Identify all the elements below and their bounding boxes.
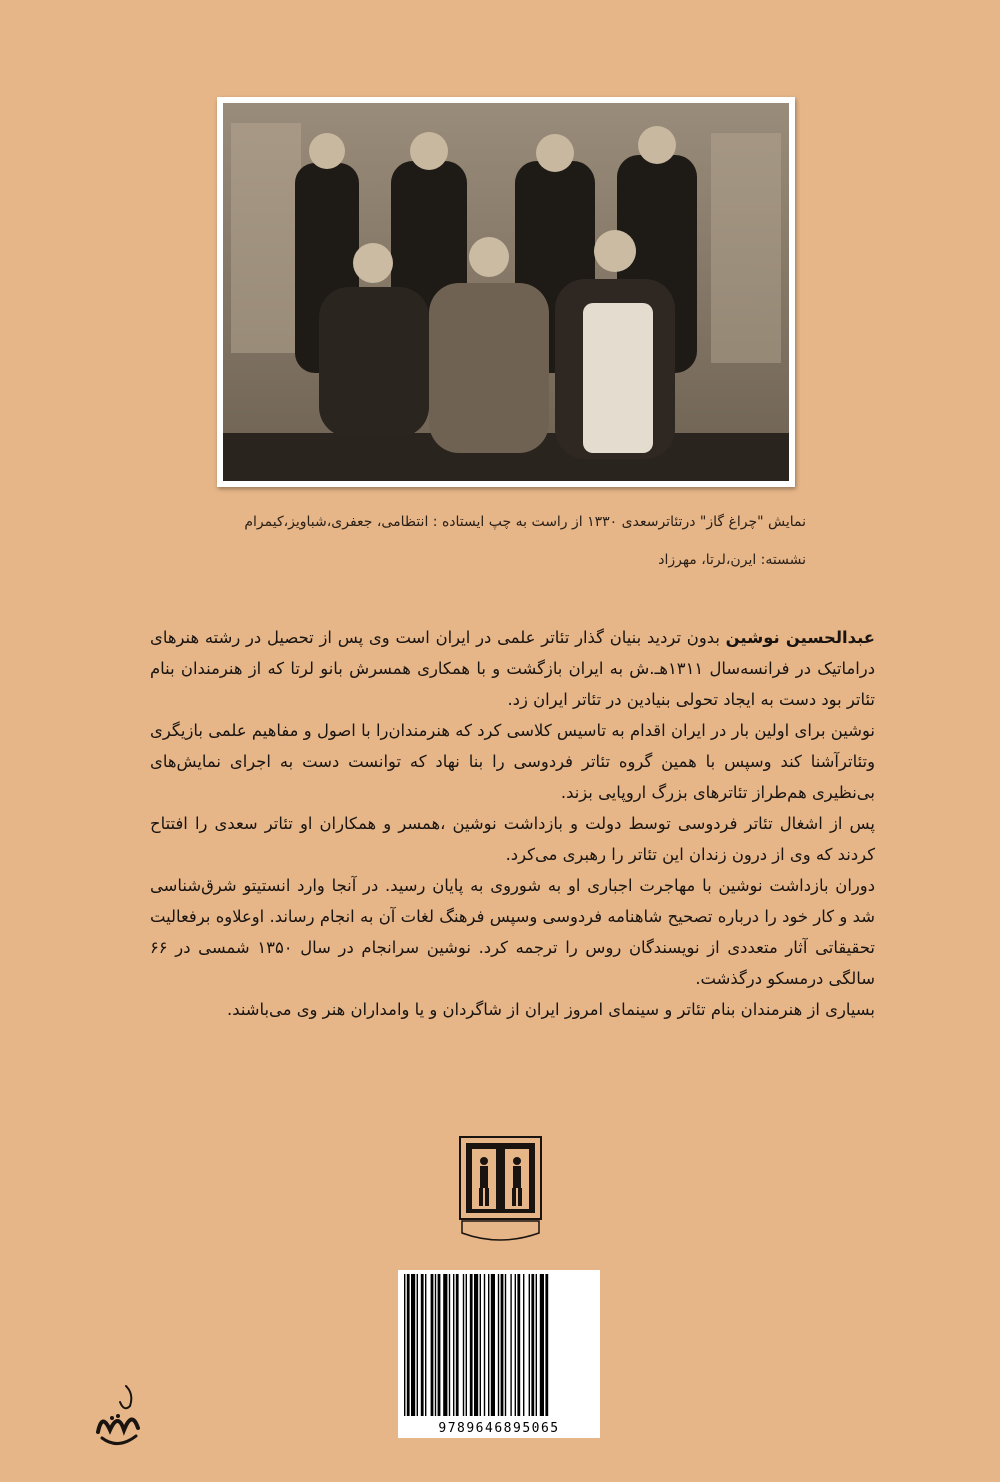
barcode-bar	[480, 1274, 481, 1416]
barcode-bar	[431, 1274, 434, 1416]
author-name: عبدالحسین نوشین	[725, 628, 875, 647]
barcode-bar	[411, 1274, 415, 1416]
biography-paragraph-2: نوشین برای اولین بار در ایران اقدام به تاسیس کلاسی کرد که هنرمندان‌را با اصول و مفاهیم علمی بازیگری وتئاترآشنا کند وسپس با همین گروه تئاتر فردوسی را بنا نهاد که توانست دست به اجرای نمایش‌های بی‌نظیری هم‌طراز تئاترهای بزرگ اروپایی بزند.	[150, 721, 875, 802]
imprint-calligraphy-icon	[88, 1372, 148, 1452]
publisher-logo-icon	[458, 1135, 543, 1250]
barcode-bar	[517, 1274, 520, 1416]
isbn-barcode	[398, 1270, 600, 1438]
barcode-bar	[438, 1274, 441, 1416]
barcode-bar	[531, 1274, 534, 1416]
barcode-bar	[407, 1274, 410, 1416]
barcode-bar	[404, 1274, 405, 1416]
cast-photograph-image	[223, 103, 789, 481]
barcode-bar	[510, 1274, 511, 1416]
barcode-bar	[453, 1274, 454, 1416]
biography-paragraph-4: دوران بازداشت نوشین با مهاجرت اجباری او به شوروی به پایان رسید. در آنجا وارد انستیتو شرق‌شناسی شد و کار خود را درباره تصحیح شاهنامه فردوسی وسپس فرهنگ لغات آن به انجام رساند. اوعلاوه برفعالیت تحقیقاتی آثار متعددی از نویسندگان روس را ترجمه کرد. نوشین سرانجام در سال ۱۳۵۰ شمسی در ۶۶ سالگی درمسکو درگذشت.	[150, 876, 875, 988]
cast-photograph	[223, 103, 789, 481]
cover-photo-frame	[217, 97, 795, 487]
barcode-bars	[398, 1270, 600, 1420]
photo-caption-line-2: نشسته: ایرن،لرتا، مهرزاد	[658, 552, 806, 568]
barcode-bar	[488, 1274, 489, 1416]
paragraph-1-text: بدون تردید بنیان گذار تئاتر علمی در ایران است وی پس از تحصیل در رشته هنرهای دراماتیک در فرانسه‌سال ۱۳۱۱هـ.ش به ایران بازگشت و با همکاری همسرش بانو لرتا که از هنرمندان بنام تئاتر بود دست به ایجاد تحولی بنیادین در تئاتر ایران زد.	[150, 628, 875, 709]
barcode-bar	[540, 1274, 544, 1416]
barcode-bar	[435, 1274, 436, 1416]
barcode-bar	[449, 1274, 450, 1416]
biography-paragraph-1	[150, 622, 875, 715]
barcode-bar	[463, 1274, 464, 1416]
biography-paragraph-3: پس از اشغال تئاتر فردوسی توسط دولت و بازداشت نوشین ،همسر و همکاران او تئاتر سعدی را افتتاح کردند که وی از درون زندان این تئاتر را رهبری می‌کرد.	[150, 814, 875, 864]
barcode-bar	[470, 1274, 473, 1416]
barcode-bar	[545, 1274, 548, 1416]
barcode-bar	[474, 1274, 478, 1416]
barcode-bar	[536, 1274, 537, 1416]
barcode-bar	[491, 1274, 495, 1416]
barcode-bar	[425, 1274, 426, 1416]
isbn-digits: 9789646895065	[438, 1421, 560, 1436]
barcode-bar	[456, 1274, 459, 1416]
barcode-bar	[523, 1274, 524, 1416]
biography-paragraph-5: بسیاری از هنرمندان بنام تئاتر و سینمای امروز ایران از شاگردان و یا وامداران هنر وی می‌باشند.	[227, 1000, 875, 1019]
barcode-bar	[443, 1274, 447, 1416]
barcode-bar	[417, 1274, 418, 1416]
imprint-mark	[88, 1372, 148, 1452]
barcode-bar	[505, 1274, 506, 1416]
photo-caption-line-1: نمایش "چراغ گاز" درتئاترسعدی ۱۳۳۰ از راست به چپ ایستاده : انتظامی، جعفری،شباویز،کیمرام	[244, 514, 806, 530]
publisher-logo	[458, 1135, 543, 1250]
barcode-bar	[515, 1274, 516, 1416]
barcode-bar	[466, 1274, 467, 1416]
barcode-bar	[421, 1274, 424, 1416]
biography-text	[150, 622, 875, 1025]
barcode-bar	[484, 1274, 485, 1416]
barcode-bar	[498, 1274, 499, 1416]
barcode-bar	[529, 1274, 530, 1416]
barcode-bar	[501, 1274, 504, 1416]
